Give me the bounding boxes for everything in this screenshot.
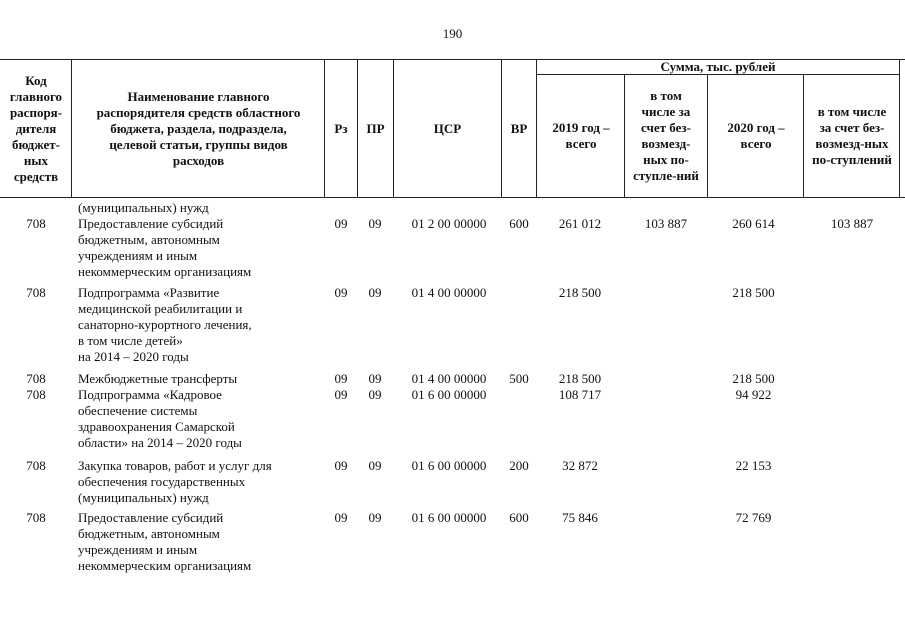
sum-2020-cell: 72 769 xyxy=(735,510,772,525)
name-line: (муниципальных) нужд xyxy=(78,490,209,505)
csr-cell: 01 4 00 00000 xyxy=(411,371,487,386)
table-row xyxy=(0,510,905,574)
sum-2020-cell: 218 500 xyxy=(732,371,775,386)
rz-cell: 09 xyxy=(334,371,348,386)
csr-cell: 01 2 00 00000 xyxy=(411,216,487,231)
header-sum-group: Сумма, тыс. рублей xyxy=(660,59,776,74)
table-row xyxy=(0,387,905,451)
sum-2019-cell: 108 717 xyxy=(558,387,602,402)
pr-cell: 09 xyxy=(368,387,382,402)
code-cell: 708 xyxy=(26,371,46,386)
rz-cell: 09 xyxy=(334,510,348,525)
header-vr: ВР xyxy=(510,120,528,136)
name-cell xyxy=(78,458,322,506)
name-line: Предоставление субсидий xyxy=(78,510,224,525)
name-line: обеспечение системы xyxy=(78,403,198,418)
csr-cell: 01 6 00 00000 xyxy=(411,510,487,525)
code-cell: 708 xyxy=(26,216,46,231)
pr-cell: 09 xyxy=(368,216,382,231)
sum-2020-cell: 22 153 xyxy=(735,458,772,473)
csr-cell: 01 6 00 00000 xyxy=(411,458,487,473)
code-cell: 708 xyxy=(26,387,46,402)
name-cell xyxy=(78,387,322,451)
name-line: некоммерческим организациям xyxy=(78,558,252,573)
sum-2019-cell: 261 012 xyxy=(558,216,602,231)
code-cell: 708 xyxy=(26,458,46,473)
rz-cell: 09 xyxy=(334,285,348,300)
sum-2020-cell: 260 614 xyxy=(732,216,775,231)
rz-cell: 09 xyxy=(334,216,348,231)
name-cell xyxy=(78,371,322,387)
name-line: в том числе детей» xyxy=(78,333,183,348)
sum-2019-cell: 32 872 xyxy=(562,458,598,473)
code-cell: 708 xyxy=(26,285,46,300)
name-cell xyxy=(78,216,322,280)
table-row xyxy=(0,285,905,365)
name-line: обеспечения государственных xyxy=(78,474,246,489)
name-line: области» на 2014 – 2020 годы xyxy=(78,435,242,450)
name-line: (муниципальных) нужд xyxy=(78,200,209,215)
free-2020-cell: 103 887 xyxy=(830,216,874,231)
vr-cell: 600 xyxy=(509,510,529,525)
header-2019-free: в том числе за счет без-возмезд-ных по-ступле-ний xyxy=(633,88,699,183)
table-row xyxy=(0,458,905,506)
vr-cell: 200 xyxy=(509,458,529,473)
name-line: Межбюджетные трансферты xyxy=(78,371,238,386)
sum-2019-cell: 75 846 xyxy=(562,510,598,525)
name-line: учреждениям и иным xyxy=(78,542,198,557)
page-number: 190 xyxy=(442,26,463,41)
vr-cell: 500 xyxy=(509,371,529,386)
vr-cell: 600 xyxy=(509,216,529,231)
header-2020-free: в том числе за счет без-возмезд-ных по-ступлений xyxy=(812,104,892,167)
header-pr: ПР xyxy=(366,120,385,136)
pr-cell: 09 xyxy=(368,510,382,525)
name-cell xyxy=(78,285,322,365)
table-row xyxy=(0,216,905,280)
code-cell: 708 xyxy=(26,510,46,525)
table-row xyxy=(0,371,905,387)
header-rz: Рз xyxy=(334,120,348,136)
name-line: на 2014 – 2020 годы xyxy=(78,349,189,364)
header-2019-total: 2019 год – всего xyxy=(552,120,610,151)
header-csr: ЦСР xyxy=(433,120,462,136)
sum-2019-cell: 218 500 xyxy=(558,285,602,300)
name-line: некоммерческим организациям xyxy=(78,264,252,279)
pr-cell: 09 xyxy=(368,371,382,386)
pr-cell: 09 xyxy=(368,458,382,473)
name-line: учреждениям и иным xyxy=(78,248,198,263)
name-line: санаторно-курортного лечения, xyxy=(78,317,252,332)
name-line: здравоохранения Самарской xyxy=(78,419,235,434)
csr-cell: 01 6 00 00000 xyxy=(411,387,487,402)
sum-2020-cell: 218 500 xyxy=(732,285,775,300)
pr-cell: 09 xyxy=(368,285,382,300)
name-line: Предоставление субсидий xyxy=(78,216,224,231)
csr-cell: 01 4 00 00000 xyxy=(411,285,487,300)
name-line: бюджетным, автономным xyxy=(78,526,220,541)
rz-cell: 09 xyxy=(334,458,348,473)
name-line: бюджетным, автономным xyxy=(78,232,220,247)
name-line: Закупка товаров, работ и услуг для xyxy=(78,458,272,473)
rz-cell: 09 xyxy=(334,387,348,402)
name-cell xyxy=(78,510,322,574)
name-line: Подпрограмма «Кадровое xyxy=(78,387,222,402)
header-code: Код главного распоря-дителя бюджет-ных средств xyxy=(9,72,63,184)
sum-2020-cell: 94 922 xyxy=(735,387,772,402)
header-name: Наименование главного распорядителя средств областного бюджета, раздела, подраздела, целевой статьи, группы видов расходов xyxy=(96,88,301,168)
table-row xyxy=(0,200,905,216)
free-2019-cell: 103 887 xyxy=(644,216,688,231)
header-2020-total: 2020 год – всего xyxy=(727,120,785,151)
name-line: Подпрограмма «Развитие xyxy=(78,285,220,300)
sum-2019-cell: 218 500 xyxy=(558,371,602,386)
name-line: медицинской реабилитации и xyxy=(78,301,243,316)
name-cell xyxy=(78,200,322,216)
